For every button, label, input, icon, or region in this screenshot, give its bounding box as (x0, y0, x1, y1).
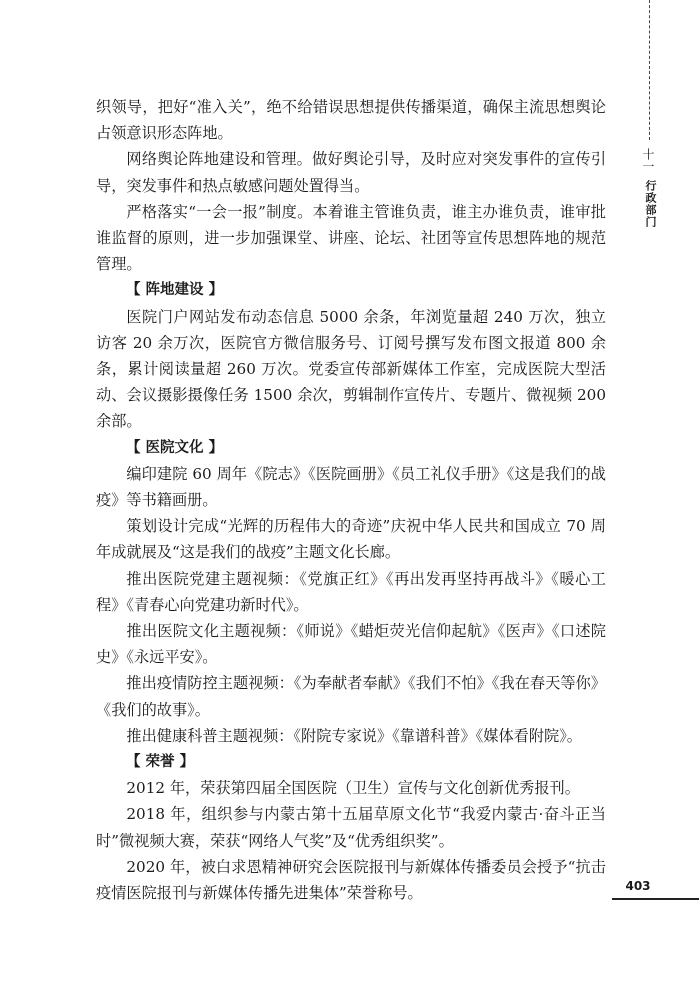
section-heading: 【 荣誉 】 (126, 754, 195, 771)
paragraph: 织领导，把好“准入关”，绝不给错误思想提供传播渠道，确保主流思想舆论占领意识形态阵地。 (96, 98, 606, 143)
section-heading: 【 医院文化 】 (126, 439, 224, 456)
chapter-number: 十一 (641, 148, 655, 172)
paragraph: 网络舆论阵地建设和管理。做好舆论引导，及时应对突发事件的宣传引导，突发事件和热点敏感问题处置得当。 (96, 150, 606, 195)
paragraph: 2012 年，荣获第四届全国医院（卫生）宣传与文化创新优秀报刊。 (126, 779, 580, 798)
side-dashed-rule (649, 0, 650, 140)
paragraph: 推出医院党建主题视频：《党旗正红》《再出发再坚持再战斗》《暖心工程》《青春心向党建功新时代》。 (96, 569, 606, 614)
paragraph: 推出健康科普主题视频：《附院专家说》《靠谱科普》《媒体看附院》。 (126, 726, 582, 745)
section-heading: 【 阵地建设 】 (126, 282, 224, 299)
paragraph: 严格落实“一会一报”制度。本着谁主管谁负责，谁主办谁负责，谁审批谁监督的原则，进一步加强课堂、讲座、论坛、社团等宣传思想阵地的规范管理。 (96, 202, 606, 274)
paragraph: 2020 年，被白求恩精神研究会医院报刊与新媒体传播委员会授予“抗击疫情医院报刊与新媒体传播先进集体”荣誉称号。 (96, 857, 606, 903)
paragraph: 策划设计完成“光辉的历程伟大的奇迹”庆祝中华人民共和国成立 70 周年成就展及“这是我们的战疫”主题文化长廊。 (96, 517, 606, 562)
paragraph: 推出医院文化主题视频：《师说》《蜡炬荧光信仰起航》《医声》《口述院史》《永远平安》。 (96, 622, 606, 667)
page-number: 403 (625, 879, 651, 893)
page-number-rule (612, 898, 699, 900)
chapter-title: 行政部门 (644, 180, 657, 228)
paragraph: 2018 年，组织参与内蒙古第十五届草原文化节“我爱内蒙古·奋斗正当时”微视频大赛，荣获“网络人气奖”及“优秀组织奖”。 (96, 805, 606, 850)
paragraph: 编印建院 60 周年《院志》《医院画册》《员工礼仪手册》《这是我们的战疫》等书籍画册。 (96, 464, 606, 510)
page-body (96, 94, 606, 906)
paragraph: 推出疫情防控主题视频：《为奉献者奉献》《我们不怕》《我在春天等你》《我们的故事》。 (96, 674, 606, 719)
paragraph: 医院门户网站发布动态信息 5000 余条，年浏览量超 240 万次，独立访客 20 余万次，医院官方微信服务号、订阅号撰写发布图文报道 800 余条，累计阅读量超 260 万次。党委宣传部新媒体工作室，完成医院大型活动、会议摄影摄像任务 1500 余次，剪辑制作宣传片、专题片、微视频 200 余部。 (96, 307, 606, 431)
